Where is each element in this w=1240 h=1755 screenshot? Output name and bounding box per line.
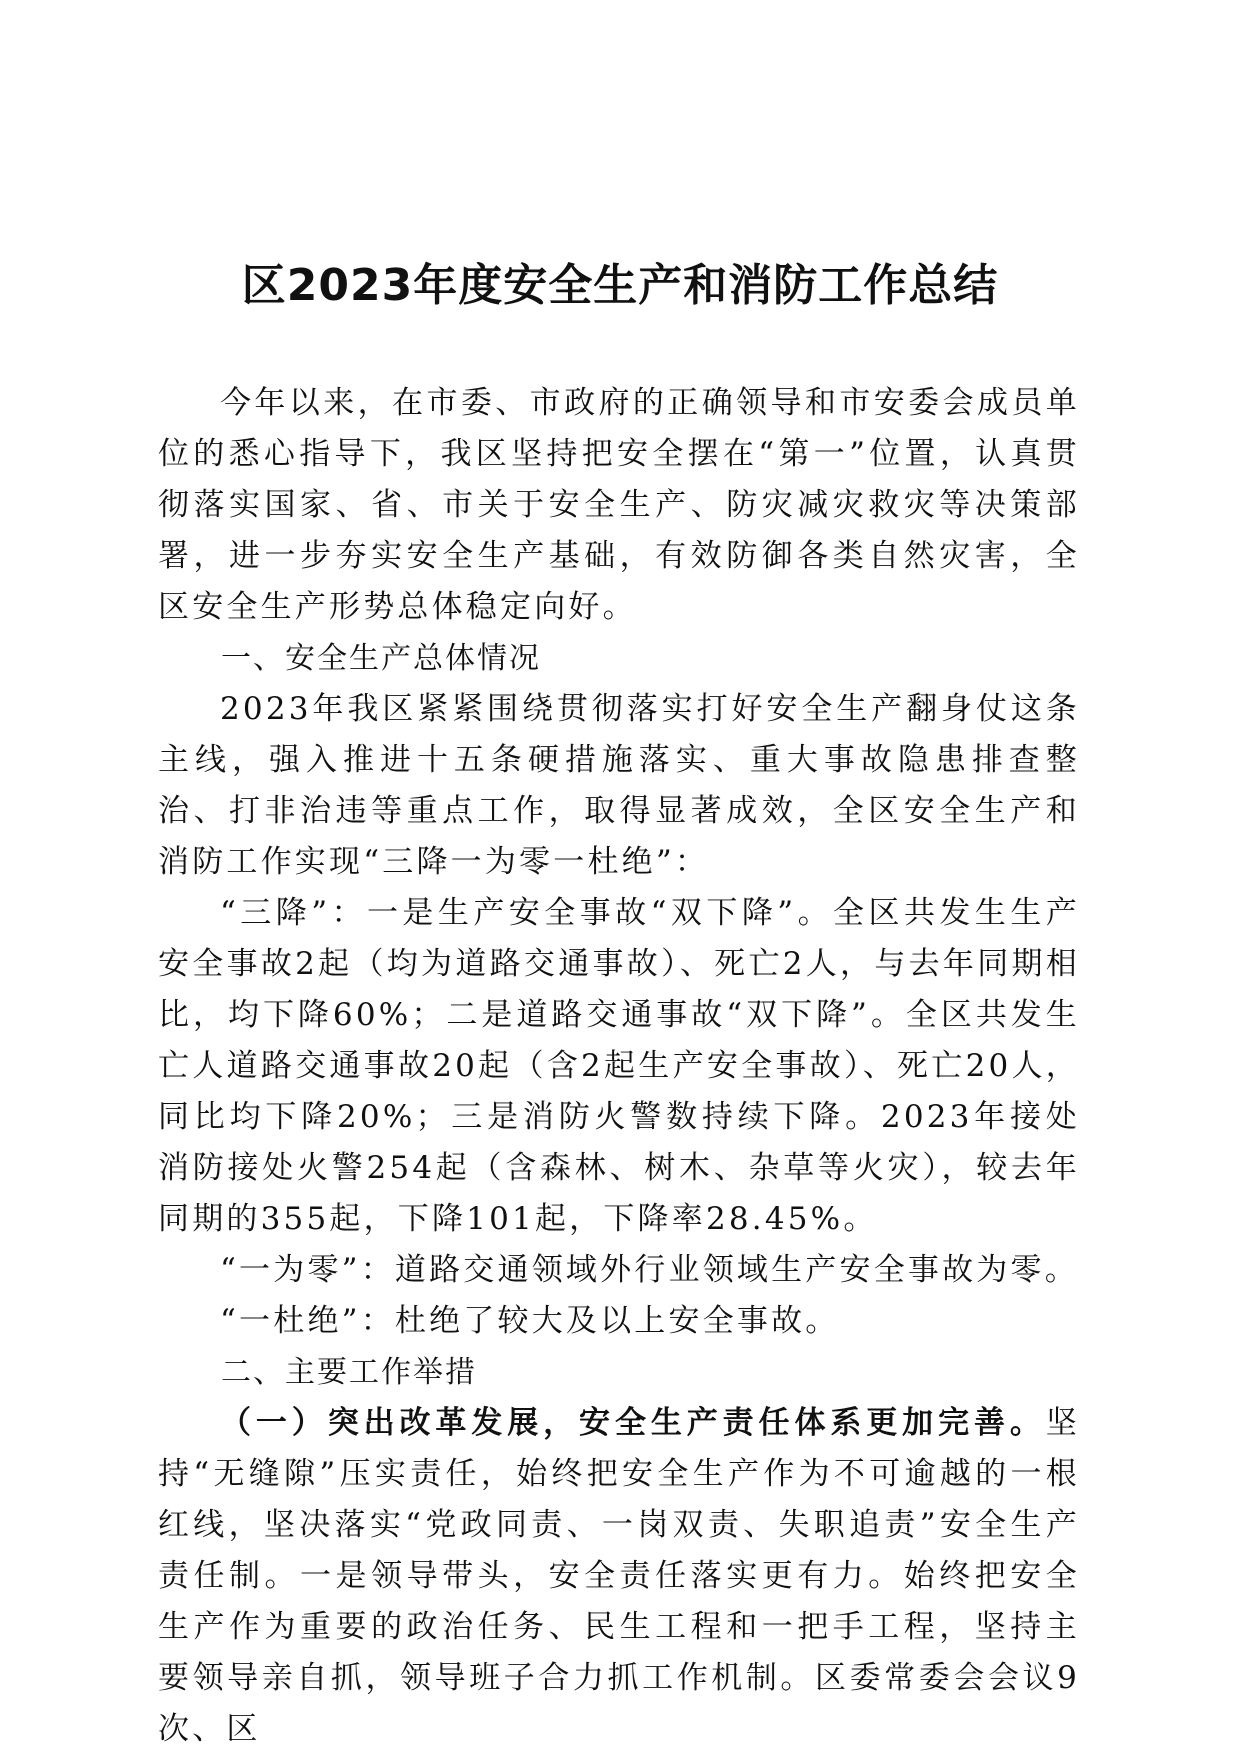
section-1-paragraph-3: “一为零”：道路交通领域外行业领域生产安全事故为零。 — [220, 1252, 1079, 1288]
section-1-paragraph-1: 2023年我区紧紧围绕贯彻落实打好安全生产翻身仗这条主线，强入推进十五条硬措施落实、重大事故隐患排查整治、打非治违等重点工作，取得显著成效，全区安全生产和消防工作实现“三降一为零一杜绝”： — [158, 691, 1080, 880]
subsection-1-lead: （一）突出改革发展，安全生产责任体系更加完善。 — [220, 1405, 1046, 1441]
subsection-1-text: 坚持“无缝隙”压实责任，始终把安全生产作为不可逾越的一根红线，坚决落实“党政同责、一岗双责、失职追责”安全生产责任制。一是领导带头，安全责任落实更有力。始终把安全生产作为重要的政治任务、民生工程和一把手工程，坚持主要领导亲自抓，领导班子合力抓工作机制。区委常委会会议9次、区 — [158, 1405, 1080, 1747]
section-2-heading: 二、主要工作举措 — [221, 1355, 477, 1390]
document-title: 区2023年度安全生产和消防工作总结 — [241, 260, 999, 311]
section-1-paragraph-2: “三降”：一是生产安全事故“双下降”。全区共发生生产安全事故2起（均为道路交通事故）、死亡2人，与去年同期相比，均下降60%；二是道路交通事故“双下降”。全区共发生亡人道路交通事故20起（含2起生产安全事故）、死亡20人，同比均下降20%；三是消防火警数持续下降。2023年接处消防接处火警254起（含森林、树木、杂草等火灾），较去年同期的355起，下降101起，下降率28.45%。 — [158, 895, 1080, 1237]
intro-paragraph: 今年以来，在市委、市政府的正确领导和市安委会成员单位的悉心指导下，我区坚持把安全摆在“第一”位置，认真贯彻落实国家、省、市关于安全生产、防灾减灾救灾等决策部署，进一步夯实安全生产基础，有效防御各类自然灾害，全区安全生产形势总体稳定向好。 — [158, 385, 1080, 625]
section-1-heading: 一、安全生产总体情况 — [221, 641, 541, 676]
document-body — [158, 378, 1080, 1755]
section-2-subsection-1 — [158, 1398, 1080, 1755]
section-1-paragraph-4: “一杜绝”：杜绝了较大及以上安全事故。 — [220, 1303, 840, 1339]
